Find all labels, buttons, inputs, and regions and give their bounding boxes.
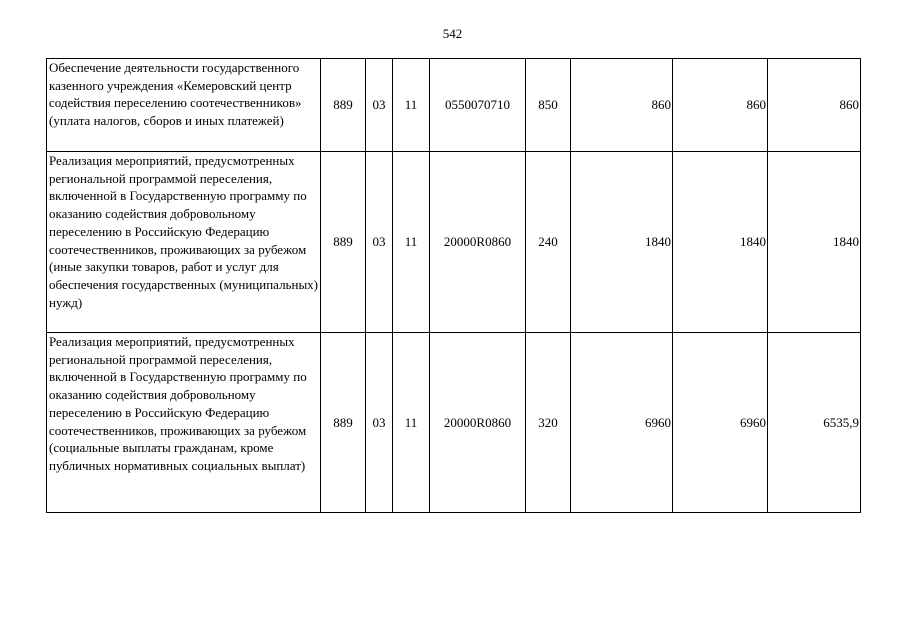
amount-cell-2: 6960 — [673, 333, 768, 513]
amount-cell-2: 1840 — [673, 152, 768, 333]
amount-cell-1: 1840 — [571, 152, 673, 333]
amount-cell-3: 1840 — [768, 152, 861, 333]
section-cell: 03 — [366, 333, 393, 513]
subsection-cell: 11 — [393, 152, 430, 333]
table-row — [47, 333, 861, 513]
page-number: 542 — [442, 26, 463, 41]
amount-cell-2: 860 — [673, 59, 768, 152]
budget-table — [46, 58, 861, 513]
table-row — [47, 152, 861, 333]
amount-cell-1: 6960 — [571, 333, 673, 513]
expense-type-cell: 240 — [526, 152, 571, 333]
row-description: Реализация мероприятий, предусмотренных региональной программой переселения, включенной в Государственную программу по оказанию содействия добровольному переселению в Российскую Федерацию соотечественников, проживающих за рубежом (социальные выплаты гражданам, кроме публичных нормативных социальных выплат) — [47, 333, 321, 513]
subsection-cell: 11 — [393, 59, 430, 152]
expense-type-cell: 850 — [526, 59, 571, 152]
target-article-cell: 0550070710 — [430, 59, 526, 152]
row-description: Реализация мероприятий, предусмотренных региональной программой переселения, включенной в Государственную программу по оказанию содействия добровольному переселению в Российскую Федерацию соотечественников, проживающих за рубежом (иные закупки товаров, работ и услуг для обеспечения государственных (муниципальных) нужд) — [47, 152, 321, 333]
subsection-cell: 11 — [393, 333, 430, 513]
ministry-code-cell: 889 — [321, 333, 366, 513]
amount-cell-3: 6535,9 — [768, 333, 861, 513]
section-cell: 03 — [366, 152, 393, 333]
target-article-cell: 20000R0860 — [430, 152, 526, 333]
target-article-cell: 20000R0860 — [430, 333, 526, 513]
section-cell: 03 — [366, 59, 393, 152]
table-row — [47, 59, 861, 152]
ministry-code-cell: 889 — [321, 152, 366, 333]
row-description: Обеспечение деятельности государственного казенного учреждения «Кемеровский центр содействия переселению соотечественников» (уплата налогов, сборов и иных платежей) — [47, 59, 321, 152]
amount-cell-1: 860 — [571, 59, 673, 152]
ministry-code-cell: 889 — [321, 59, 366, 152]
amount-cell-3: 860 — [768, 59, 861, 152]
expense-type-cell: 320 — [526, 333, 571, 513]
